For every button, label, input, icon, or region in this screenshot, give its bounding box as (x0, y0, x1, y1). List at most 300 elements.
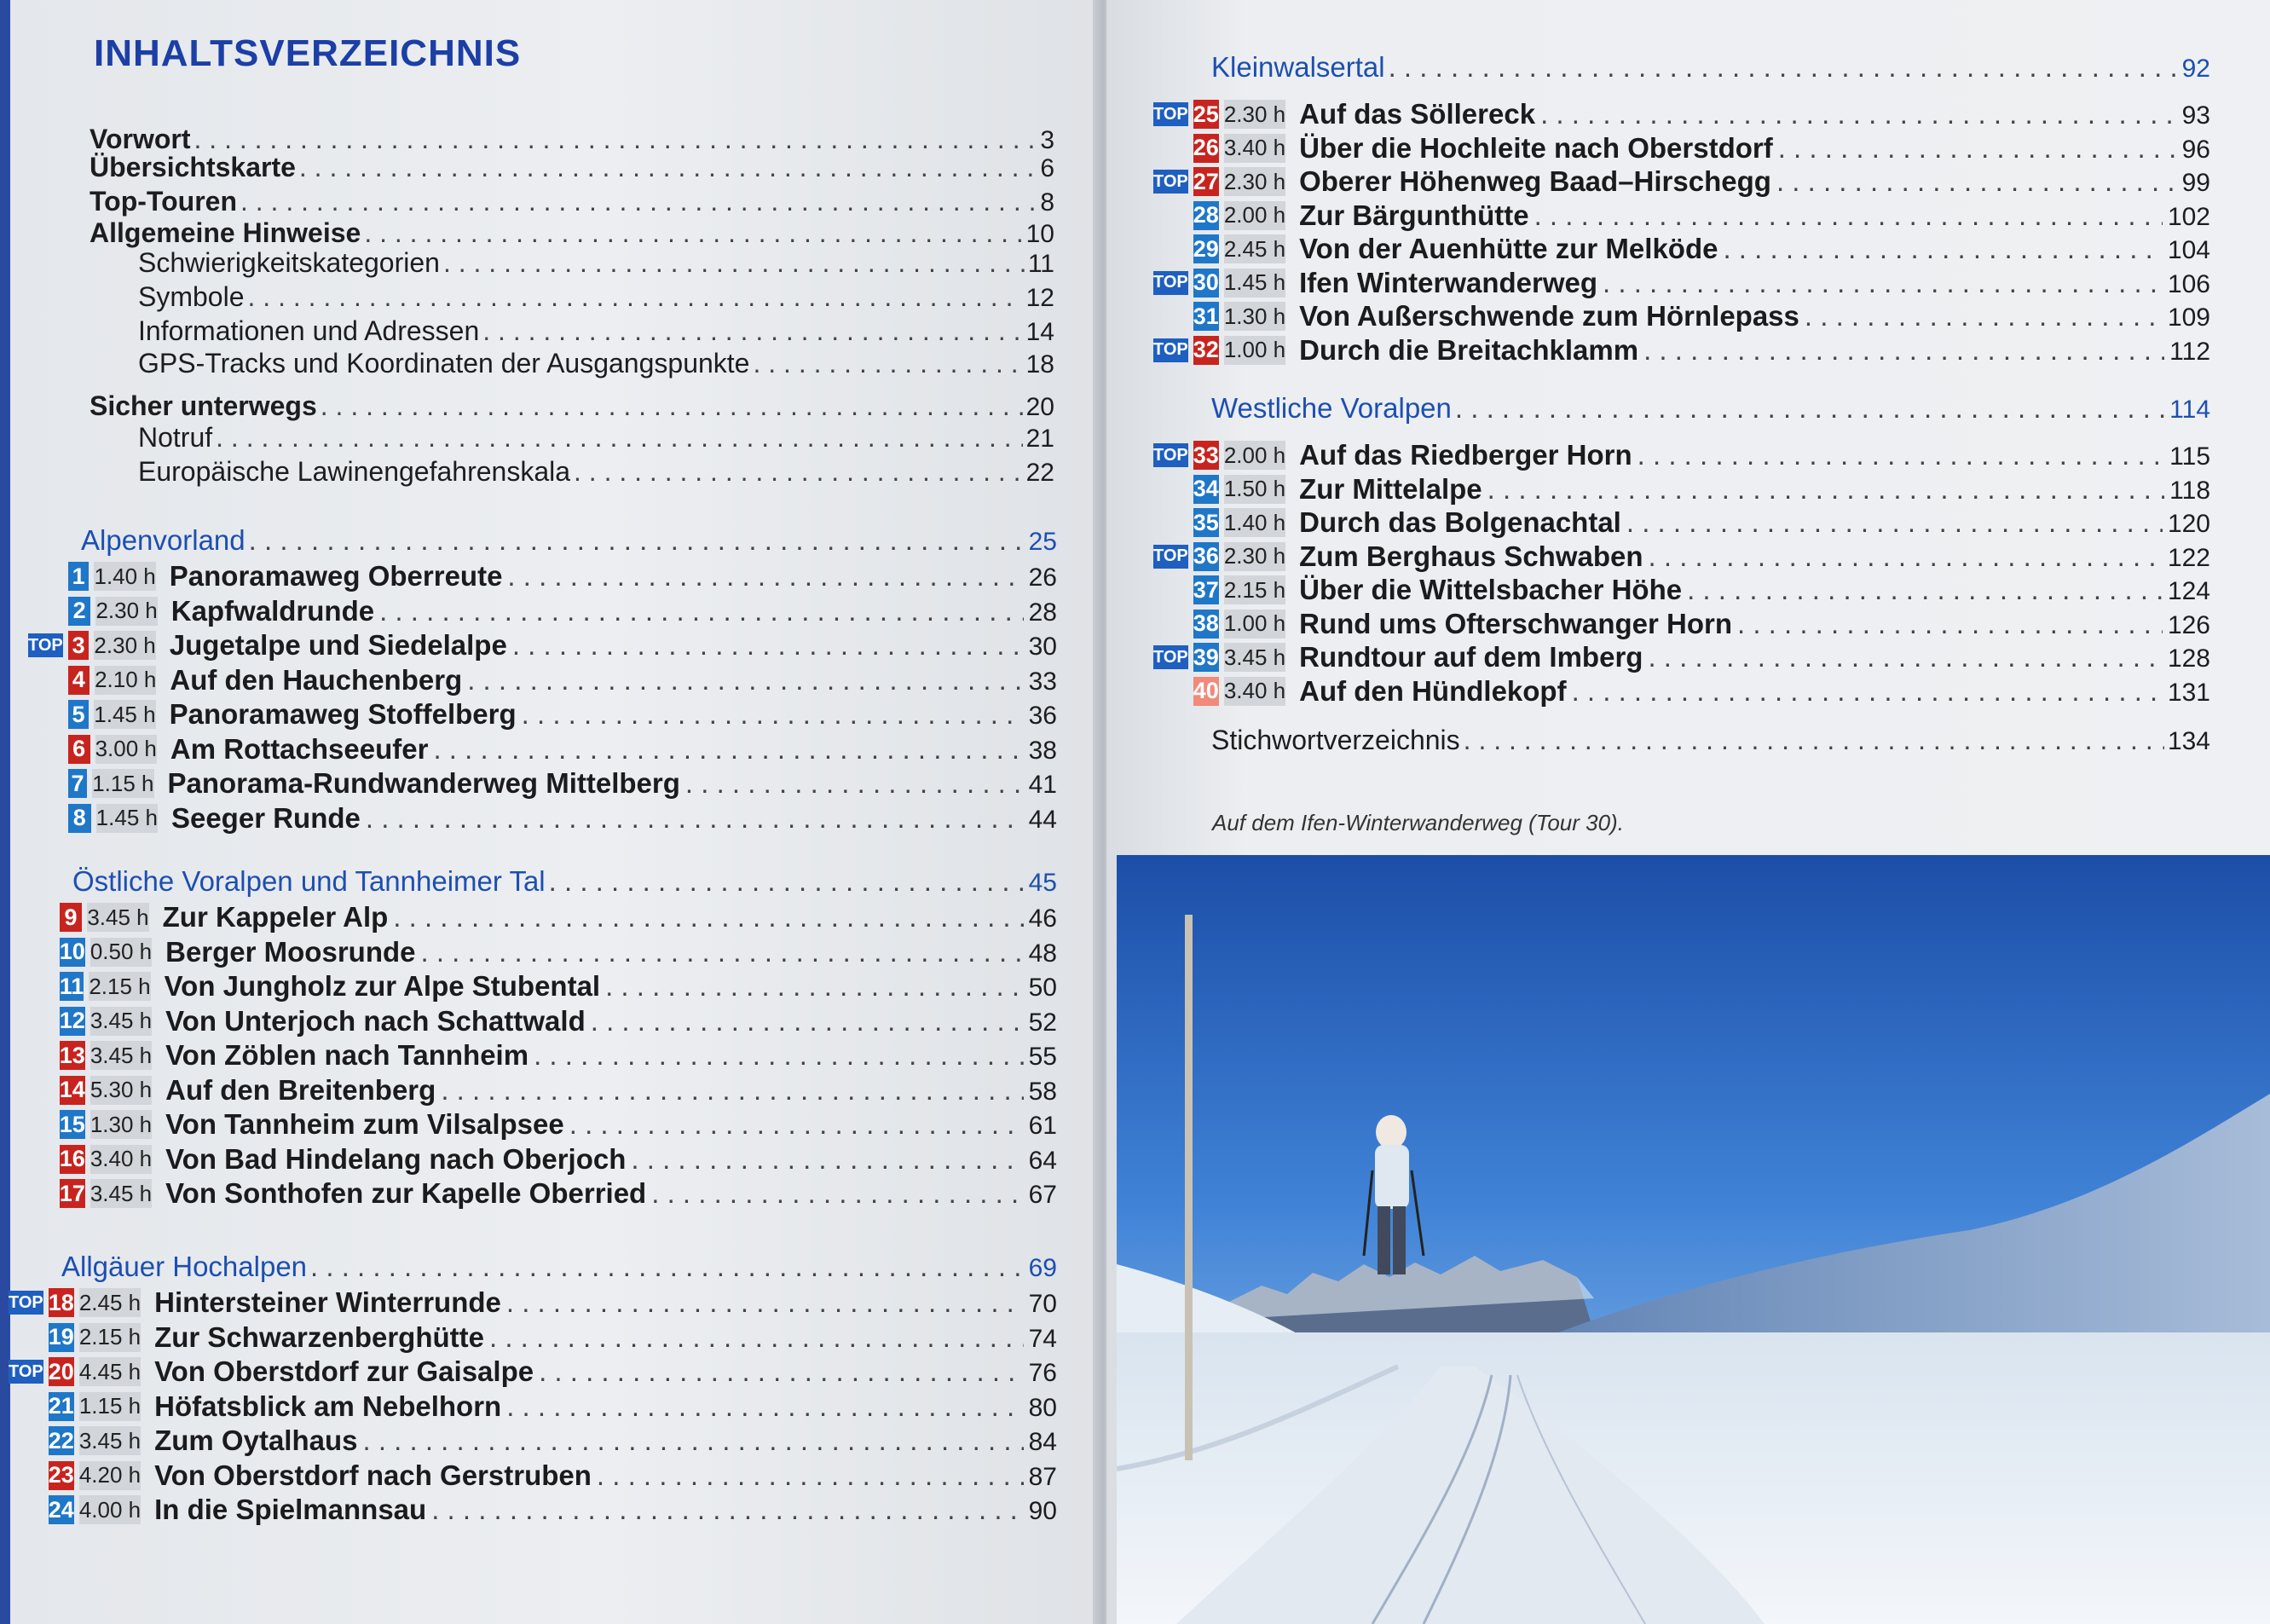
tour-row (20, 1177, 1057, 1210)
leader-dots (1776, 165, 2177, 198)
leader-dots (1805, 300, 2163, 332)
tour-duration: 1.45 h (94, 700, 155, 729)
leader-dots (539, 1355, 1024, 1388)
leader-dots (1487, 473, 2165, 506)
tour-page: 76 (1028, 1359, 1057, 1387)
tour-number-badge: 12 (60, 1007, 85, 1036)
tour-name-text: Jugetalpe und Siedelalpe (169, 629, 507, 661)
front-matter-entry-page: 22 (1025, 459, 1054, 487)
top-tour-badge: TOP (9, 1360, 43, 1384)
tour-name-text: Von Außerschwende zum Hörnlepass (1299, 300, 1799, 332)
tour-page: 28 (1028, 598, 1057, 627)
front-matter-entry-label: Sicher unterwegs (90, 390, 317, 421)
tour-duration: 1.40 h (94, 562, 155, 591)
photo-caption: Auf dem Ifen-Winterwanderweg (Tour 30). (1212, 810, 1624, 835)
tour-name (165, 1074, 1057, 1107)
tour-name (165, 970, 1057, 1003)
front-matter-entry (138, 315, 1054, 347)
leader-dots (591, 1005, 1024, 1037)
front-matter-entry-label: Top-Touren (90, 186, 237, 217)
tour-duration: 2.30 h (1224, 167, 1285, 196)
tour-page: 118 (2169, 476, 2210, 505)
tour-name-text: Von Oberstdorf zur Gaisalpe (154, 1355, 534, 1387)
front-matter-entry-page: 14 (1025, 318, 1054, 346)
tour-page: 58 (1028, 1077, 1057, 1106)
tour-page: 74 (1028, 1324, 1057, 1353)
tour-name-text: Auf den Hündlekopf (1299, 674, 1567, 707)
tour-page: 128 (2167, 644, 2210, 673)
tour-row (1153, 675, 2210, 708)
tour-name (1299, 506, 2210, 539)
tour-duration: 2.30 h (1224, 100, 1285, 129)
tour-name-text: Hintersteiner Winterrunde (154, 1286, 501, 1318)
tour-duration: 3.45 h (79, 1426, 141, 1455)
top-tour-badge: TOP (9, 1291, 43, 1315)
section-heading (81, 524, 1057, 557)
leader-dots (1643, 334, 2164, 367)
tour-duration: 2.15 h (1224, 575, 1285, 604)
tour-number-badge: 11 (60, 972, 84, 1001)
leader-dots (443, 247, 1025, 279)
tour-row (20, 936, 1057, 968)
front-matter-entry-page: 6 (1040, 154, 1054, 182)
leader-dots (489, 1321, 1024, 1354)
tour-name-text: Von der Auenhütte zur Melköde (1299, 233, 1718, 264)
top-tour-badge: TOP (1153, 545, 1188, 569)
tour-number-badge: 24 (49, 1495, 74, 1524)
leader-dots (597, 1459, 1024, 1492)
tour-duration: 1.00 h (1224, 336, 1285, 365)
front-matter-entry-label: Übersichtskarte (90, 152, 296, 182)
tour-row (28, 767, 1057, 800)
tour-duration: 1.15 h (79, 1392, 141, 1421)
leader-dots (512, 629, 1024, 662)
tour-name (1299, 675, 2210, 708)
leader-dots (248, 281, 1023, 313)
leader-dots (1603, 267, 2163, 299)
tour-duration: 1.30 h (90, 1110, 152, 1139)
tour-name-text: Zur Mittelalpe (1299, 472, 1482, 505)
tour-duration: 3.45 h (90, 1041, 152, 1070)
tour-page: 90 (1028, 1497, 1057, 1525)
front-matter-entry-label: Symbole (138, 281, 245, 312)
tour-name-text: Am Rottachseeufer (170, 732, 429, 765)
front-matter-entry-page: 8 (1040, 188, 1054, 217)
leader-dots (631, 1143, 1023, 1176)
tour-name (165, 1143, 1057, 1176)
tour-number-badge: 39 (1193, 643, 1219, 672)
tour-row (20, 1005, 1057, 1037)
tour-name (165, 1108, 1057, 1141)
tour-duration: 1.45 h (96, 804, 158, 833)
tour-number-badge: 26 (1193, 134, 1219, 163)
tour-row (9, 1425, 1057, 1457)
section-heading-label: Westliche Voralpen (1211, 392, 1452, 424)
tour-number-badge: 6 (68, 735, 90, 764)
tour-name-text: Über die Hochleite nach Oberstdorf (1299, 131, 1773, 164)
leader-dots (366, 802, 1024, 835)
tour-page: 64 (1028, 1146, 1057, 1175)
tour-row (20, 1074, 1057, 1107)
tour-duration: 2.45 h (1224, 234, 1285, 263)
tour-name-text: In die Spielmannsau (154, 1494, 427, 1525)
tour-name (154, 1459, 1057, 1492)
tour-number-badge: 36 (1193, 542, 1219, 571)
tour-duration: 2.30 h (95, 597, 157, 626)
tour-page: 70 (1028, 1290, 1057, 1318)
tour-number-badge: 38 (1193, 610, 1219, 639)
front-matter-entry-page: 12 (1025, 284, 1054, 312)
tour-name-text: Von Bad Hindelang nach Oberjoch (165, 1142, 627, 1175)
top-tour-badge: TOP (1153, 271, 1188, 295)
tour-row (1153, 641, 2210, 673)
tour-row (1153, 506, 2210, 539)
section-heading-page: 114 (2169, 396, 2210, 424)
tour-number-badge: 22 (49, 1426, 74, 1455)
tour-number-badge: 3 (68, 631, 90, 660)
tour-name-text: Zum Berghaus Schwaben (1299, 540, 1643, 572)
tour-duration: 2.15 h (89, 972, 150, 1001)
tour-name (165, 1039, 1057, 1072)
tour-name-text: Panoramaweg Stoffelberg (169, 698, 517, 730)
front-matter-entry (90, 152, 1054, 183)
tour-page: 26 (1028, 563, 1057, 592)
tour-page: 122 (2167, 543, 2210, 572)
winter-hike-photo-image (1117, 855, 2270, 1624)
leader-dots (1723, 233, 2162, 265)
tour-number-badge: 4 (68, 666, 90, 695)
tour-row (28, 595, 1057, 627)
tour-name (1299, 132, 2210, 165)
top-tour-badge: TOP (1153, 338, 1188, 362)
front-matter-entry (138, 281, 1054, 313)
tour-duration: 1.50 h (1224, 475, 1285, 504)
tour-name-text: Rund ums Ofterschwanger Horn (1299, 607, 1732, 639)
section-heading (61, 1251, 1057, 1283)
leader-dots (685, 767, 1024, 800)
tour-number-badge: 1 (68, 562, 90, 591)
leader-dots (431, 1494, 1023, 1526)
tour-name-text: Auf das Riedberger Horn (1299, 439, 1632, 471)
leader-dots (1534, 199, 2163, 232)
tour-number-badge: 14 (60, 1076, 85, 1105)
tour-row (1153, 199, 2210, 232)
leader-dots (522, 698, 1024, 731)
tour-page: 115 (2169, 442, 2210, 471)
tour-name (154, 1390, 1057, 1423)
front-matter-entry-page: 18 (1025, 350, 1054, 379)
leader-dots (534, 1039, 1024, 1072)
tour-row (20, 1108, 1057, 1141)
tour-name (1299, 300, 2210, 332)
leader-dots (1687, 574, 2163, 606)
tour-name (170, 698, 1057, 731)
front-matter-entry (138, 247, 1054, 279)
front-matter-entry (90, 186, 1054, 217)
leader-dots (321, 390, 1023, 422)
tour-name-text: Zum Oytalhaus (154, 1425, 358, 1456)
front-matter-entry-page: 20 (1025, 393, 1054, 421)
tour-name-text: Von Jungholz zur Alpe Stubental (164, 970, 601, 1002)
tour-row (28, 802, 1057, 835)
tour-page: 109 (2167, 303, 2210, 332)
front-matter-entry (138, 456, 1054, 488)
tour-row (28, 664, 1057, 696)
tour-row (28, 629, 1057, 662)
tour-name-text: Durch die Breitachklamm (1299, 333, 1639, 366)
section-heading-page: 92 (2181, 55, 2210, 83)
section-heading-page: 45 (1028, 869, 1057, 897)
tour-page: 102 (2167, 202, 2210, 231)
front-matter-entry (138, 348, 1054, 379)
tour-row (9, 1286, 1057, 1319)
tour-row (1153, 267, 2210, 299)
tour-name (154, 1355, 1057, 1388)
top-tour-badge: TOP (1153, 443, 1188, 467)
tour-duration: 1.00 h (1224, 610, 1285, 639)
tour-row (1153, 300, 2210, 332)
tour-row (9, 1355, 1057, 1388)
tour-name-text: Auf den Breitenberg (165, 1073, 436, 1106)
tour-name (1299, 540, 2210, 573)
tour-name-text: Auf das Söllereck (1299, 98, 1536, 130)
section-heading-label: Östliche Voralpen und Tannheimer Tal (72, 865, 546, 897)
tour-duration: 5.30 h (90, 1076, 152, 1105)
tour-name (163, 901, 1057, 933)
tour-duration: 2.45 h (79, 1288, 141, 1317)
tour-row (1153, 473, 2210, 506)
tour-page: 93 (2181, 101, 2210, 130)
tour-duration: 2.10 h (95, 666, 156, 695)
top-tour-badge: TOP (28, 633, 63, 657)
tour-duration: 1.30 h (1224, 302, 1285, 331)
leader-dots (467, 664, 1023, 696)
front-matter-entry-label: Allgemeine Hinweise (90, 217, 361, 248)
tour-name-text: Von Unterjoch nach Schattwald (165, 1004, 586, 1037)
tour-name (154, 1321, 1057, 1354)
tour-name (171, 802, 1057, 835)
front-matter-entry-label: Europäische Lawinengefahrenskala (138, 456, 571, 487)
front-matter-entry-page: 3 (1040, 126, 1054, 154)
leader-dots (1464, 725, 2164, 756)
section-heading-label: Alpenvorland (81, 524, 245, 556)
tour-number-badge: 9 (60, 903, 83, 932)
leader-dots (299, 152, 1037, 183)
tour-number-badge: 31 (1193, 302, 1219, 331)
leader-dots (310, 1251, 1025, 1283)
tour-number-badge: 27 (1193, 167, 1219, 196)
front-matter-entry (90, 217, 1054, 249)
leader-dots (364, 217, 1022, 249)
tour-number-badge: 28 (1193, 201, 1219, 230)
front-matter-entry-label: Informationen und Adressen (138, 315, 480, 346)
tour-name (154, 1494, 1057, 1526)
leader-dots (1737, 608, 2163, 640)
tour-page: 30 (1028, 633, 1057, 661)
tour-name (1299, 439, 2210, 471)
tour-number-badge: 10 (60, 938, 85, 967)
tour-page: 48 (1028, 939, 1057, 968)
leader-dots (507, 560, 1023, 592)
front-matter-entry (138, 422, 1054, 454)
tour-name (170, 560, 1057, 592)
front-matter-entry (90, 124, 1054, 155)
leader-dots (574, 456, 1023, 488)
leader-dots (1389, 51, 2179, 84)
front-matter-entry (90, 390, 1054, 422)
tour-row (28, 560, 1057, 592)
tour-page: 106 (2167, 269, 2210, 298)
tour-page: 44 (1028, 805, 1057, 834)
tour-name (1299, 473, 2210, 506)
tour-page: 87 (1028, 1462, 1057, 1491)
tour-name (170, 664, 1057, 696)
left-page (0, 0, 1100, 1624)
tour-page: 55 (1028, 1043, 1057, 1071)
front-matter-entry-label: Vorwort (90, 124, 191, 154)
tour-number-badge: 13 (60, 1041, 85, 1070)
tour-name-text: Panoramaweg Oberreute (169, 560, 503, 592)
tour-number-badge: 30 (1193, 269, 1219, 298)
tour-duration: 3.00 h (95, 735, 157, 764)
tour-page: 96 (2181, 135, 2210, 164)
tour-name-text: Zur Kappeler Alp (162, 901, 389, 933)
tour-number-badge: 17 (60, 1179, 85, 1208)
tour-name-text: Kapfwaldrunde (170, 594, 375, 627)
tour-page: 46 (1028, 904, 1057, 933)
tour-page: 36 (1028, 702, 1057, 730)
leader-dots (249, 524, 1025, 557)
index-entry-label: Stichwortverzeichnis (1211, 725, 1460, 755)
tour-row (20, 970, 1057, 1003)
tour-number-badge: 5 (68, 700, 90, 729)
tour-number-badge: 20 (49, 1357, 74, 1386)
tour-number-badge: 7 (68, 769, 87, 798)
tour-page: 80 (1028, 1393, 1057, 1422)
tour-number-badge: 21 (49, 1392, 74, 1421)
tour-name (170, 733, 1057, 766)
leader-dots (379, 595, 1024, 627)
leader-dots (1540, 98, 2177, 130)
leader-dots (1778, 132, 2177, 165)
tour-number-badge: 15 (60, 1110, 85, 1139)
tour-name-text: Zur Schwarzenberghütte (154, 1321, 484, 1353)
tour-row (1153, 574, 2210, 606)
tour-name (1299, 165, 2210, 198)
tour-name (154, 1286, 1057, 1319)
tour-row (28, 733, 1057, 766)
tour-row (1153, 608, 2210, 640)
leader-dots (569, 1108, 1024, 1141)
tour-name-text: Über die Wittelsbacher Höhe (1299, 574, 1683, 605)
tour-name-text: Berger Moosrunde (165, 935, 416, 968)
tour-page: 67 (1028, 1181, 1057, 1209)
tour-number-badge: 33 (1193, 441, 1219, 470)
index-entry-page: 134 (2167, 727, 2210, 755)
tour-duration: 3.40 h (1224, 134, 1285, 163)
leader-dots (1649, 540, 2163, 573)
tour-number-badge: 8 (68, 804, 91, 833)
tour-page: 99 (2181, 169, 2210, 197)
tour-duration: 3.45 h (90, 1007, 152, 1036)
tour-row (9, 1390, 1057, 1423)
leader-dots (240, 186, 1037, 217)
tour-duration: 3.40 h (90, 1145, 152, 1174)
tour-duration: 4.00 h (79, 1495, 141, 1524)
tour-page: 50 (1028, 974, 1057, 1002)
leader-dots (605, 970, 1024, 1003)
tour-name-text: Von Sonthofen zur Kapelle Oberried (165, 1177, 647, 1209)
tour-duration: 4.20 h (79, 1461, 141, 1490)
tour-name-text: Oberer Höhenweg Baad–Hirschegg (1299, 165, 1771, 197)
tour-page: 61 (1028, 1112, 1057, 1140)
tour-name (165, 1005, 1057, 1037)
tour-name (1299, 233, 2210, 265)
section-heading (72, 865, 1057, 898)
tour-number-badge: 34 (1193, 475, 1219, 504)
tour-name-text: Von Tannheim zum Vilsalpsee (165, 1108, 564, 1140)
top-tour-badge: TOP (1153, 170, 1188, 194)
front-matter-entry-page: 21 (1025, 425, 1054, 453)
tour-page: 52 (1028, 1008, 1057, 1037)
leader-dots (482, 315, 1022, 347)
tour-name (165, 1177, 1057, 1210)
tour-number-badge: 19 (49, 1323, 74, 1352)
toc-title: INHALTSVERZEICHNIS (94, 32, 522, 74)
tour-page: 104 (2167, 236, 2210, 264)
tour-number-badge: 40 (1193, 677, 1219, 706)
tour-page: 41 (1028, 771, 1057, 799)
top-tour-badge: TOP (1153, 102, 1188, 126)
tour-name-text: Seeger Runde (170, 801, 361, 834)
tour-duration: 3.40 h (1224, 677, 1285, 706)
tour-duration: 3.45 h (1224, 643, 1285, 672)
leader-dots (363, 1425, 1024, 1457)
tour-duration: 0.50 h (90, 938, 152, 967)
tour-row (1153, 233, 2210, 265)
tour-number-badge: 25 (1193, 100, 1219, 129)
tour-duration: 3.45 h (90, 1179, 152, 1208)
tour-number-badge: 32 (1193, 336, 1219, 365)
tour-page: 131 (2167, 678, 2210, 707)
tour-duration: 2.15 h (79, 1323, 141, 1352)
leader-dots (1648, 641, 2162, 673)
leader-dots (506, 1390, 1023, 1423)
tour-row (1153, 439, 2210, 471)
tour-number-badge: 29 (1193, 234, 1219, 263)
tour-row (1153, 132, 2210, 165)
tour-duration: 2.30 h (94, 631, 155, 660)
section-heading (1211, 51, 2210, 84)
leader-dots (441, 1074, 1023, 1107)
section-heading-page: 69 (1028, 1254, 1057, 1282)
section-heading-label: Allgäuer Hochalpen (61, 1251, 308, 1282)
tour-number-badge: 23 (49, 1461, 74, 1490)
tour-duration: 1.45 h (1224, 269, 1285, 298)
tour-duration: 1.40 h (1224, 508, 1285, 537)
tour-name-text: Ifen Winterwanderweg (1299, 266, 1598, 298)
marker-pole (1185, 915, 1193, 1460)
tour-name-text: Panorama-Rundwanderweg Mittelberg (167, 767, 680, 799)
leader-dots (1638, 439, 2165, 471)
tour-row (20, 1039, 1057, 1072)
tour-name (1299, 98, 2210, 130)
tour-duration: 3.45 h (87, 903, 148, 932)
tour-row (9, 1459, 1057, 1492)
tour-row (28, 698, 1057, 731)
section-heading-label: Kleinwalsertal (1211, 51, 1385, 83)
tour-name (171, 595, 1057, 627)
